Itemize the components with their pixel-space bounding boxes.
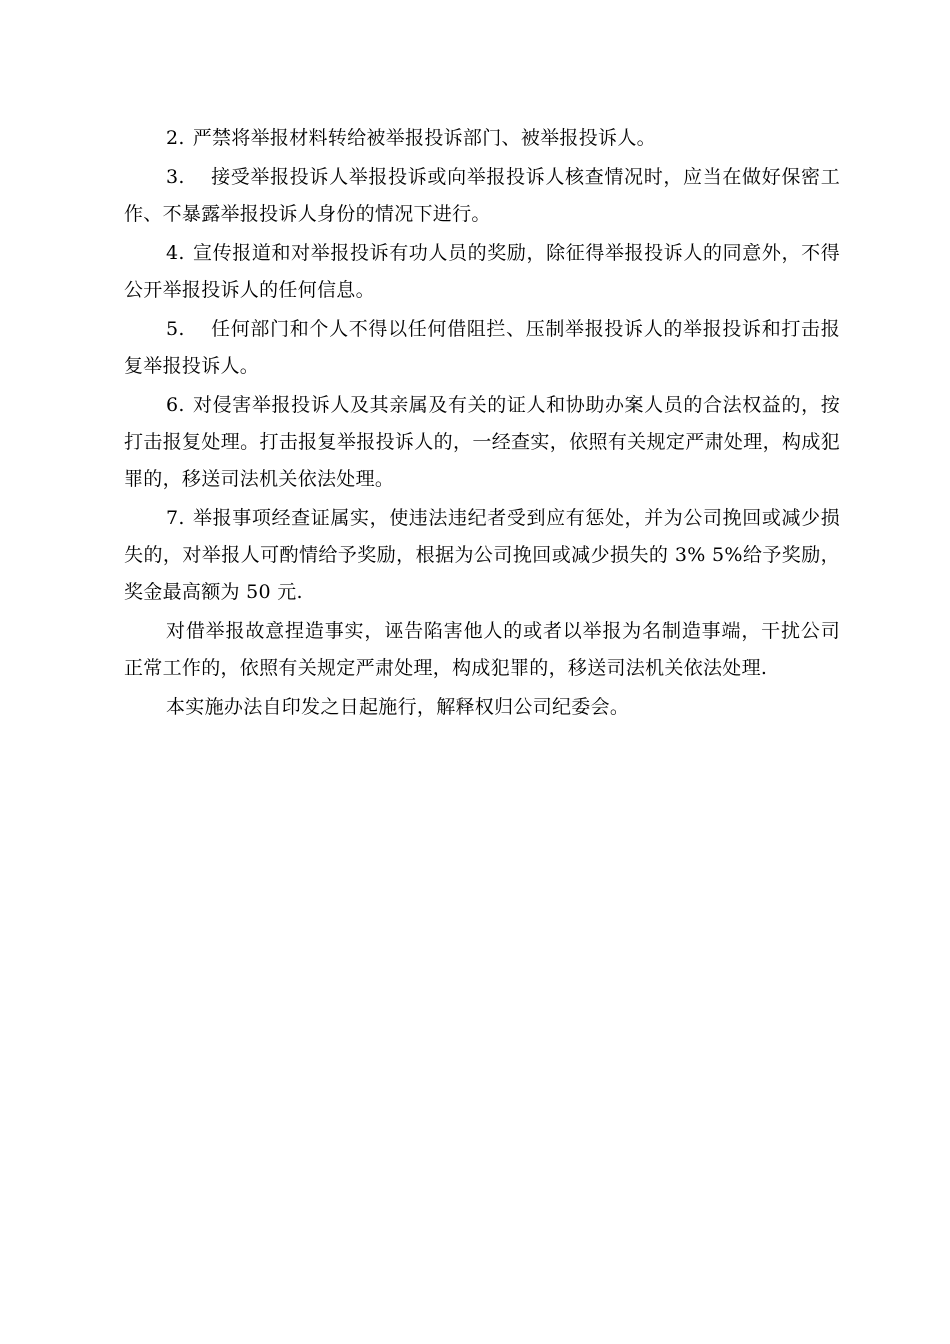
paragraph-effective-date [124,689,840,726]
item-number: 5. [166,318,185,340]
document-page [124,120,840,726]
paragraph-text: 对借举报故意捏造事实，诬告陷害他人的或者以举报为名制造事端，干扰公司正常工作的，依照有关规定严肃处理，构成犯罪的，移送司法机关依法处理. [124,620,840,679]
item-number: 6. [166,394,185,416]
paragraph-false-report [124,613,840,687]
paragraph-item-5 [124,311,840,385]
paragraph-text: 接受举报投诉人举报投诉或向举报投诉人核查情况时，应当在做好保密工作、不暴露举报投诉人身份的情况下进行。 [124,166,840,225]
paragraph-item-3 [124,159,840,233]
paragraph-item-2 [124,120,840,157]
paragraph-item-6 [124,387,840,498]
paragraph-text: 宣传报道和对举报投诉有功人员的奖励，除征得举报投诉人的同意外，不得公开举报投诉人的任何信息。 [124,242,840,301]
item-number: 4. [166,242,185,264]
paragraph-text: 对侵害举报投诉人及其亲属及有关的证人和协助办案人员的合法权益的，按打击报复处理。打击报复举报投诉人的，一经查实，依照有关规定严肃处理，构成犯罪的，移送司法机关依法处理。 [124,394,840,490]
paragraph-text: 严禁将举报材料转给被举报投诉部门、被举报投诉人。 [192,127,656,149]
item-number: 2. [166,127,185,149]
paragraph-item-7 [124,500,840,611]
item-number: 3. [166,166,185,188]
paragraph-item-4 [124,235,840,309]
paragraph-text: 本实施办法自印发之日起施行，解释权归公司纪委会。 [166,696,630,718]
paragraph-text: 任何部门和个人不得以任何借阻拦、压制举报投诉人的举报投诉和打击报复举报投诉人。 [124,318,840,377]
item-number: 7. [166,507,185,529]
paragraph-text: 举报事项经查证属实，使违法违纪者受到应有惩处，并为公司挽回或减少损失的，对举报人可酌情给予奖励，根据为公司挽回或减少损失的 3% 5%给予奖励，奖金最高额为 50 元. [124,507,840,603]
